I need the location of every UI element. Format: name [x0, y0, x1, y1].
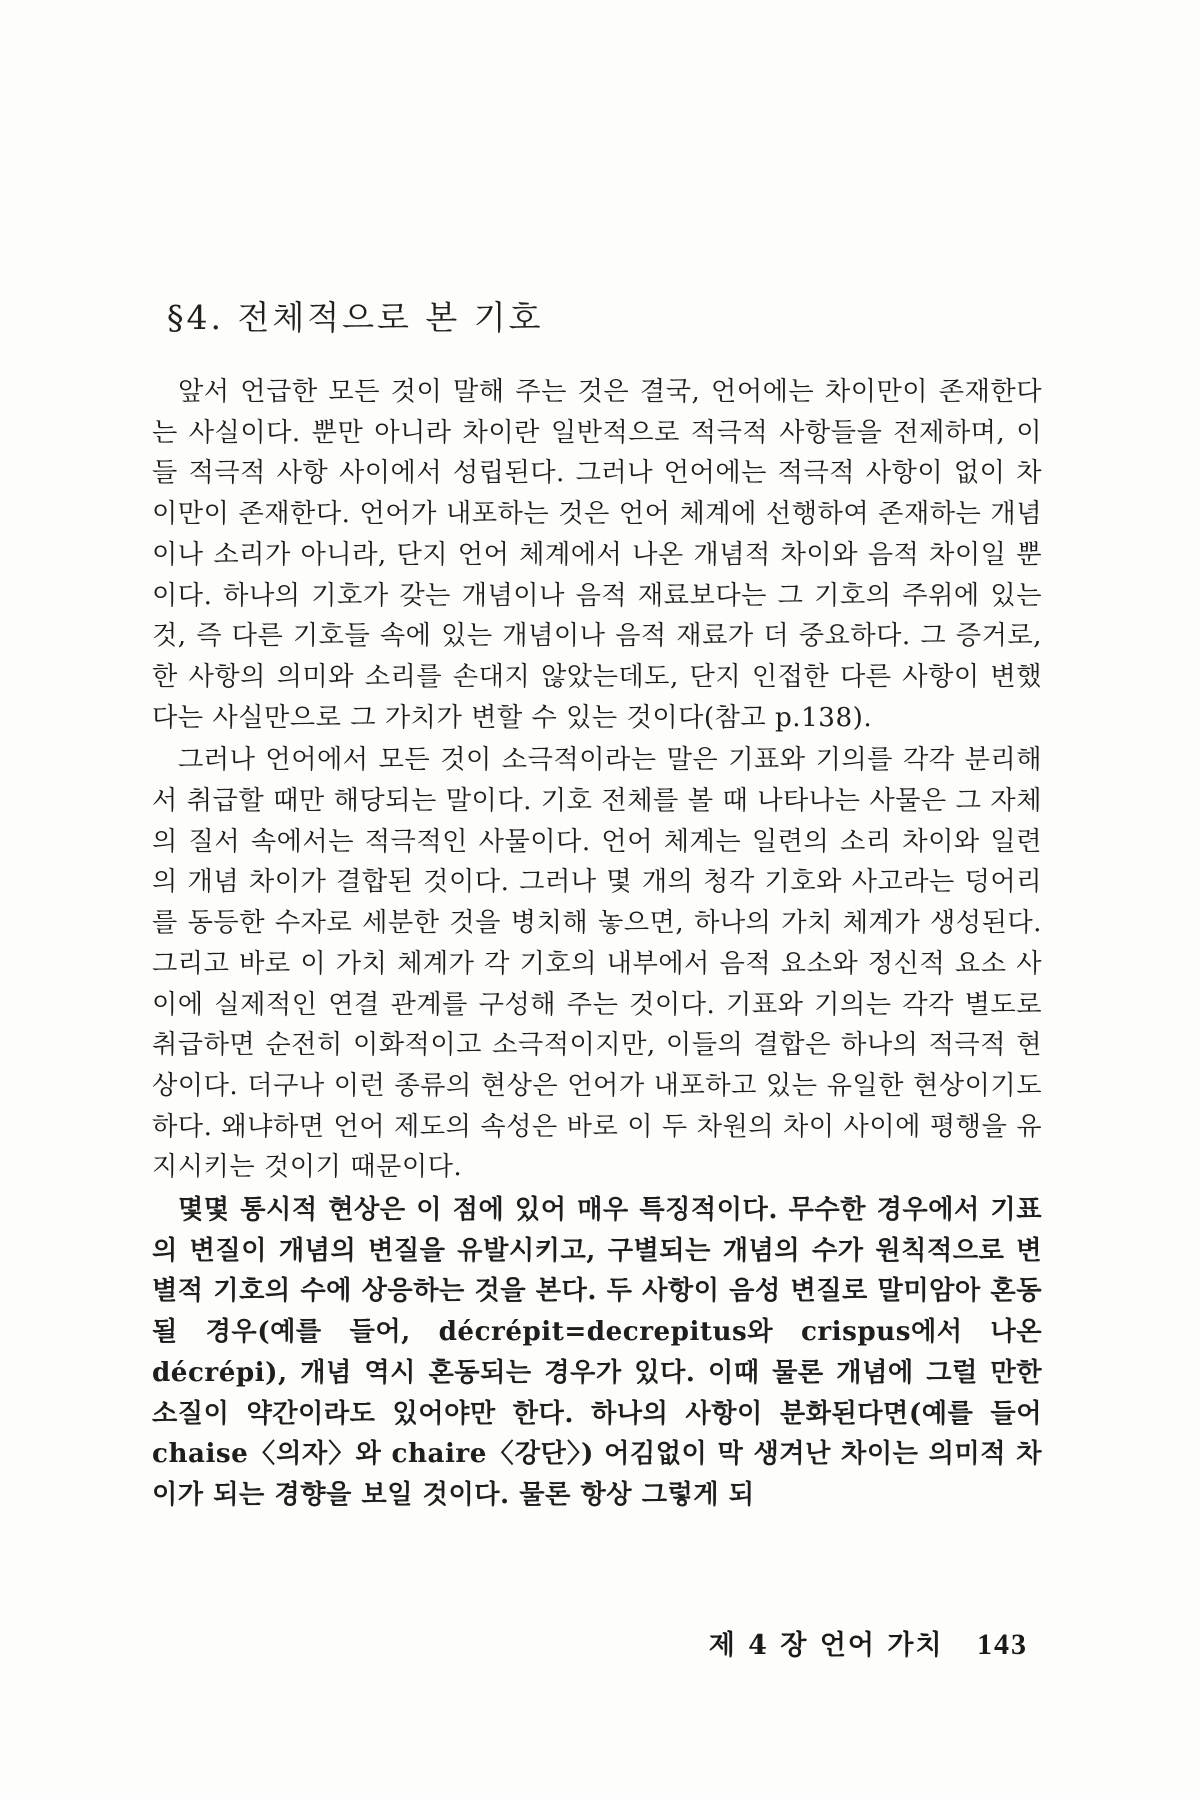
running-footer — [709, 1623, 1028, 1662]
chapter-label: 제 4 장 언어 가치 — [708, 1630, 944, 1661]
paragraph-3: 몇몇 통시적 현상은 이 점에 있어 매우 특징적이다. 무수한 경우에서 기표의 변질이 개념의 변질을 유발시키고, 구별되는 개념의 수가 원칙적으로 변별적 기호의 수에 상응하는 것을 본다. 두 사항이 음성 변질로 말미암아 혼동될 경우(예를 들어, décrépit=decrepitus와 crispus에서 나온 décrépi), 개념 역시 혼동되는 경우가 있다. 이때 물론 개념에 그럴 만한 소질이 약간이라도 있어야만 한다. 하나의 사항이 분화된다면(예를 들어 chaise〈의자〉와 chaire〈강단〉) 어김없이 막 생겨난 차이는 의미적 차이가 되는 경향을 보일 것이다. 물론 항상 그렇게 되 — [152, 1194, 1042, 1510]
section-heading: §4. 전체적으로 본 기호 — [167, 298, 544, 337]
body-text — [152, 372, 1042, 1518]
paragraph-1: 앞서 언급한 모든 것이 말해 주는 것은 결국, 언어에는 차이만이 존재한다는 사실이다. 뿐만 아니라 차이란 일반적으로 적극적 사항들을 전제하며, 이들 적극적 사항 사이에서 성립된다. 그러나 언어에는 적극적 사항이 없이 차이만이 존재한다. 언어가 내포하는 것은 언어 체계에 선행하여 존재하는 개념이나 소리가 아니라, 단지 언어 체계에서 나온 개념적 차이와 음적 차이일 뿐이다. 하나의 기호가 갖는 개념이나 음적 재료보다는 그 기호의 주위에 있는 것, 즉 다른 기호들 속에 있는 개념이나 음적 재료가 더 중요하다. 그 증거로, 한 사항의 의미와 소리를 손대지 않았는데도, 단지 인접한 다른 사항이 변했다는 사실만으로 그 가치가 변할 수 있는 것이다(참고 p.138). — [152, 377, 1042, 733]
page-number: 143 — [977, 1628, 1028, 1661]
paragraph-2: 그러나 언어에서 모든 것이 소극적이라는 말은 기표와 기의를 각각 분리해서 취급할 때만 해당되는 말이다. 기호 전체를 볼 때 나타나는 사물은 그 자체의 질서 속에서는 적극적인 사물이다. 언어 체계는 일련의 소리 차이와 일련의 개념 차이가 결합된 것이다. 그러나 몇 개의 청각 기호와 사고라는 덩어리를 동등한 수자로 세분한 것을 병치해 놓으면, 하나의 가치 체계가 생성된다. 그리고 바로 이 가치 체계가 각 기호의 내부에서 음적 요소와 정신적 요소 사이에 실제적인 연결 관계를 구성해 주는 것이다. 기표와 기의는 각각 별도로 취급하면 순전히 이화적이고 소극적이지만, 이들의 결합은 하나의 적극적 현상이다. 더구나 이런 종류의 현상은 언어가 내포하고 있는 유일한 현상이기도 하다. 왜냐하면 언어 제도의 속성은 바로 이 두 차원의 차이 사이에 평행을 유지시키는 것이기 때문이다. — [152, 745, 1042, 1183]
